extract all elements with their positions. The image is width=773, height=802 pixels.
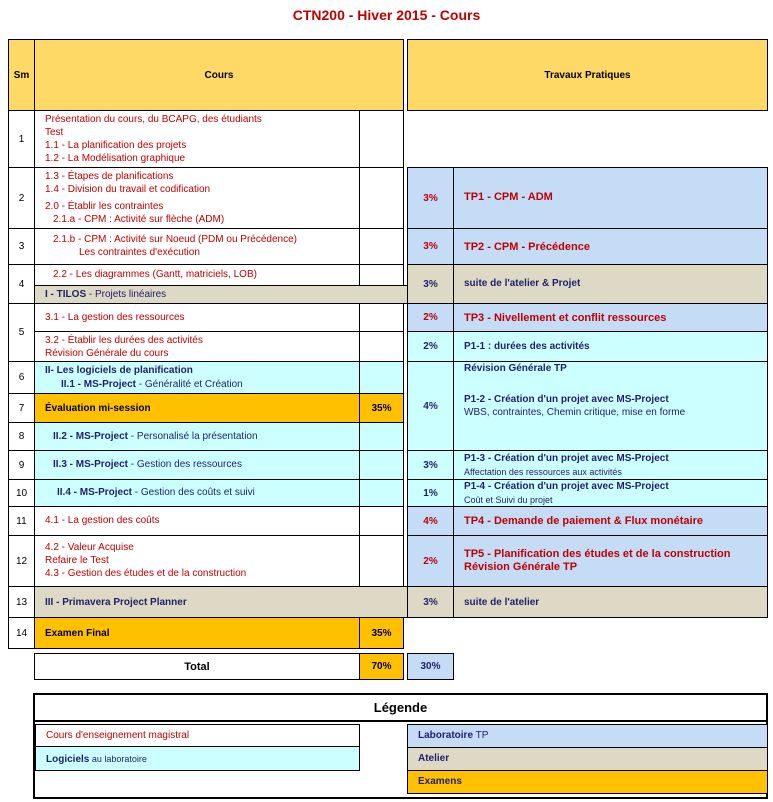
course-cell xyxy=(34,506,360,536)
page-title: CTN200 - Hiver 2015 - Cours xyxy=(292,7,481,23)
pct-cell xyxy=(359,422,404,451)
project-review: Révision Générale TP xyxy=(464,363,567,374)
course-text: 1.1 - La planification des projets xyxy=(45,140,187,151)
tp-label: Révision Générale TP xyxy=(464,561,578,573)
course-text: Refaire le Test xyxy=(45,555,109,566)
software-desc: - Généralité et Création xyxy=(136,379,243,390)
atelier-label: suite de l'atelier xyxy=(464,597,540,608)
week-number: 11 xyxy=(8,506,35,536)
week-number: 5 xyxy=(8,303,35,362)
atelier-pct: 3% xyxy=(407,264,454,304)
project-label: P1-1 : durées des activités xyxy=(464,341,590,352)
course-text: III - Primavera Project Planner xyxy=(45,597,187,608)
legend-text: au laboratoire xyxy=(89,754,147,764)
atelier-label: suite de l'atelier & Projet xyxy=(464,278,581,289)
atelier-pct: 3% xyxy=(407,586,454,618)
course-cell xyxy=(34,422,360,451)
tp-label: TP2 - CPM - Précédence xyxy=(464,241,590,253)
total-label: Total xyxy=(34,653,360,680)
pct-cell xyxy=(359,450,404,480)
pct-cell xyxy=(359,361,404,394)
tp-pct: 2% xyxy=(407,303,454,332)
header-sm: Sm xyxy=(8,39,35,111)
course-text: 2.1.a - CPM : Activité sur flèche (ADM) xyxy=(53,214,225,225)
pct-cell xyxy=(359,535,404,587)
pct-cell xyxy=(359,479,404,507)
week-number: 12 xyxy=(8,535,35,587)
software-label: II.1 - MS-Project xyxy=(61,379,137,390)
tp-pct: 4% xyxy=(407,506,454,536)
atelier-cell xyxy=(453,586,768,618)
course-text: II- Les logiciels de planification xyxy=(45,365,193,376)
legend-title: Légende xyxy=(35,695,766,722)
legend-text: Cours d'enseignement magistral xyxy=(46,730,190,741)
tp-pct: 3% xyxy=(407,167,454,229)
project-label: P1-4 - Création d'un projet avec MS-Project xyxy=(464,481,669,492)
course-text: 3.2 - Établir les durées des activités xyxy=(45,335,203,346)
course-text: 4.3 - Gestion des études et de la construction xyxy=(45,568,247,579)
course-text: 3.1 - La gestion des ressources xyxy=(45,312,185,323)
software-desc: - Gestion des coûts et suivi xyxy=(132,487,255,498)
course-text: 4.2 - Valeur Acquise xyxy=(45,542,134,553)
exam-cell xyxy=(34,393,360,423)
course-cell xyxy=(34,331,360,362)
pct-cell xyxy=(359,167,404,229)
tilos-row xyxy=(34,285,417,304)
pct-cell xyxy=(359,228,404,265)
project-pct: 4% xyxy=(407,361,454,451)
course-text: 2.2 - Les diagrammes (Gantt, matriciels, LOB) xyxy=(53,269,257,280)
tp-cell xyxy=(453,228,768,265)
course-cell xyxy=(34,264,360,286)
tilos-desc: - Projets linéaires xyxy=(86,289,167,300)
header-cours: Cours xyxy=(34,39,404,111)
exam-label: Examen Final xyxy=(45,628,110,639)
project-sub: Coût et Suivi du projet xyxy=(464,495,553,505)
week-number: 3 xyxy=(8,228,35,265)
pct-cell xyxy=(359,303,404,332)
legend-labo xyxy=(407,724,768,748)
exam-cell xyxy=(34,617,360,649)
course-text: 2.1.b - CPM : Activité sur Noeud (PDM ou Précédence) xyxy=(53,234,297,245)
software-desc: - Gestion des ressources xyxy=(128,459,242,470)
legend-logiciels xyxy=(35,746,360,771)
legend-text: TP xyxy=(473,730,489,741)
software-label: II.2 - MS-Project xyxy=(53,431,129,442)
total-cours: 70% xyxy=(359,653,404,680)
project-pct: 3% xyxy=(407,450,454,480)
course-cell xyxy=(34,535,360,587)
tp-pct: 3% xyxy=(407,228,454,265)
legend-text: Laboratoire xyxy=(418,730,474,741)
legend-text: Examens xyxy=(418,776,462,787)
course-cell xyxy=(34,228,360,265)
week-number: 6 xyxy=(8,361,35,394)
tilos-label: I - TILOS xyxy=(45,289,87,300)
legend-atelier xyxy=(407,747,768,771)
week-number: 14 xyxy=(8,617,35,649)
project-cell xyxy=(453,361,768,451)
pct-cell xyxy=(359,331,404,362)
course-text: 1.3 - Étapes de planifications xyxy=(45,171,174,182)
course-cell xyxy=(34,450,360,480)
exam-pct: 35% xyxy=(359,393,404,423)
tp-pct: 2% xyxy=(407,535,454,587)
tp-label: TP5 - Planification des études et de la construction xyxy=(464,548,731,560)
tp-cell xyxy=(453,535,768,587)
project-label: P1-3 - Création d'un projet avec MS-Project xyxy=(464,453,669,464)
tp-cell xyxy=(453,506,768,536)
course-cell xyxy=(34,361,360,394)
week-number: 9 xyxy=(8,450,35,480)
pct-cell xyxy=(359,110,404,168)
course-cell xyxy=(34,110,360,168)
course-text: Présentation du cours, du BCAPG, des étudiants xyxy=(45,114,262,125)
course-cell xyxy=(34,479,360,507)
software-desc: - Personalisé la présentation xyxy=(128,431,258,442)
course-text: Les contraintes d'exécution xyxy=(79,247,200,258)
course-cell xyxy=(34,303,360,332)
week-number: 1 xyxy=(8,110,35,168)
pct-cell xyxy=(359,264,404,286)
course-text: 2.0 - Établir les contraintes xyxy=(45,201,164,212)
pct-cell xyxy=(359,506,404,536)
week-number: 4 xyxy=(8,264,35,304)
tp-label: TP4 - Demande de paiement & Flux monétaire xyxy=(464,515,704,527)
legend-text: Atelier xyxy=(418,753,450,764)
legend-magistral xyxy=(35,724,360,747)
software-label: II.3 - MS-Project xyxy=(53,459,129,470)
software-label: II.4 - MS-Project xyxy=(57,487,133,498)
exam-label: Évaluation mi-session xyxy=(45,403,151,414)
total-tp: 30% xyxy=(407,653,454,680)
week-number: 13 xyxy=(8,586,35,618)
atelier-cell xyxy=(453,264,768,304)
project-sub: WBS, contraintes, Chemin critique, mise en forme xyxy=(464,407,686,418)
legend-examens xyxy=(407,770,768,794)
week-number: 7 xyxy=(8,393,35,423)
tp-label: TP3 - Nivellement et conflit ressources xyxy=(464,312,667,324)
course-text: 1.2 - La Modélisation graphique xyxy=(45,153,186,164)
project-pct: 1% xyxy=(407,479,454,507)
project-sub: Affectation des ressources aux activités xyxy=(464,467,622,477)
course-text: 1.4 - Division du travail et codification xyxy=(45,184,211,195)
primavera-row xyxy=(34,586,408,618)
project-label: P1-2 - Création d'un projet avec MS-Project xyxy=(464,394,669,405)
week-number: 10 xyxy=(8,479,35,507)
course-text: Révision Générale du cours xyxy=(45,348,169,359)
legend-text: Logiciels xyxy=(46,754,90,765)
project-cell xyxy=(453,450,768,480)
tp-cell xyxy=(453,303,768,332)
project-pct: 2% xyxy=(407,331,454,362)
tp-label: TP1 - CPM - ADM xyxy=(464,191,553,203)
course-text: 4.1 - La gestion des coûts xyxy=(45,515,160,526)
course-text: Test xyxy=(45,127,64,138)
header-tp: Travaux Pratiques xyxy=(407,39,768,111)
course-cell xyxy=(34,167,360,229)
week-number: 2 xyxy=(8,167,35,229)
tp-cell xyxy=(453,167,768,229)
project-cell xyxy=(453,331,768,362)
week-number: 8 xyxy=(8,422,35,451)
project-cell xyxy=(453,479,768,507)
exam-pct: 35% xyxy=(359,617,404,649)
